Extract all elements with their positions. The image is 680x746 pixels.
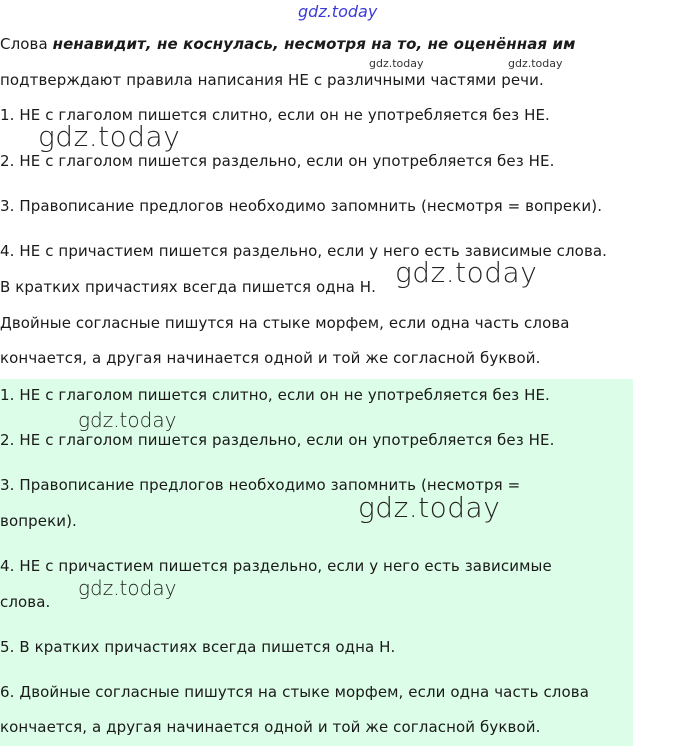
rule-item-5: В кратких причастиях всегда пишется одна Н. [0, 278, 377, 296]
rule-item-6-line-1: Двойные согласные пишутся на стыке морфем, если одна часть слова [0, 314, 570, 332]
answer-item-3-line-2: вопреки). [0, 512, 77, 530]
answer-item-1: 1. НЕ с глаголом пишется слитно, если он не употребляется без НЕ. [0, 386, 550, 404]
answer-item-5: 5. В кратких причастиях всегда пишется одна Н. [0, 638, 396, 656]
intro-line-1 [0, 33, 575, 55]
watermark-mid-1: gdz.today [78, 408, 177, 432]
answer-item-6-line-1: 6. Двойные согласные пишутся на стыке морфем, если одна часть слова [0, 683, 589, 701]
watermark-mid-2: gdz.today [78, 576, 177, 600]
answer-item-2: 2. НЕ с глаголом пишется раздельно, если он употребляется без НЕ. [0, 431, 555, 449]
watermark-big-1: gdz.today [38, 120, 181, 153]
rule-item-4: 4. НЕ с причастием пишется раздельно, если у него есть зависимые слова. [0, 242, 608, 260]
watermark-big-3: gdz.today [358, 491, 501, 524]
watermark-top: gdz.today [298, 2, 378, 21]
answer-item-4-line-1: 4. НЕ с причастием пишется раздельно, если у него есть зависимые [0, 557, 552, 575]
answer-item-3-line-1: 3. Правописание предлогов необходимо запомнить (несмотря = [0, 476, 521, 494]
answer-item-4-line-2: слова. [0, 593, 51, 611]
rule-item-6-line-2: кончается, а другая начинается одной и той же согласной буквой. [0, 349, 541, 367]
watermark-tiny-2: gdz.today [508, 57, 563, 70]
intro-emphasis: ненавидит, не коснулась, несмотря на то, не оценённая им [52, 35, 576, 53]
rule-item-2: 2. НЕ с глаголом пишется раздельно, если он употребляется без НЕ. [0, 152, 555, 170]
rule-item-3: 3. Правописание предлогов необходимо запомнить (несмотря = вопреки). [0, 197, 603, 215]
intro-line-2: подтверждают правила написания НЕ с различными частями речи. [0, 71, 544, 89]
intro-prefix: Слова [0, 35, 53, 53]
rule-item-1: 1. НЕ с глаголом пишется слитно, если он не употребляется без НЕ. [0, 106, 550, 124]
watermark-tiny-1: gdz.today [369, 57, 424, 70]
watermark-big-2: gdz.today [395, 256, 538, 289]
answer-item-6-line-2: кончается, а другая начинается одной и той же согласной буквой. [0, 718, 541, 736]
